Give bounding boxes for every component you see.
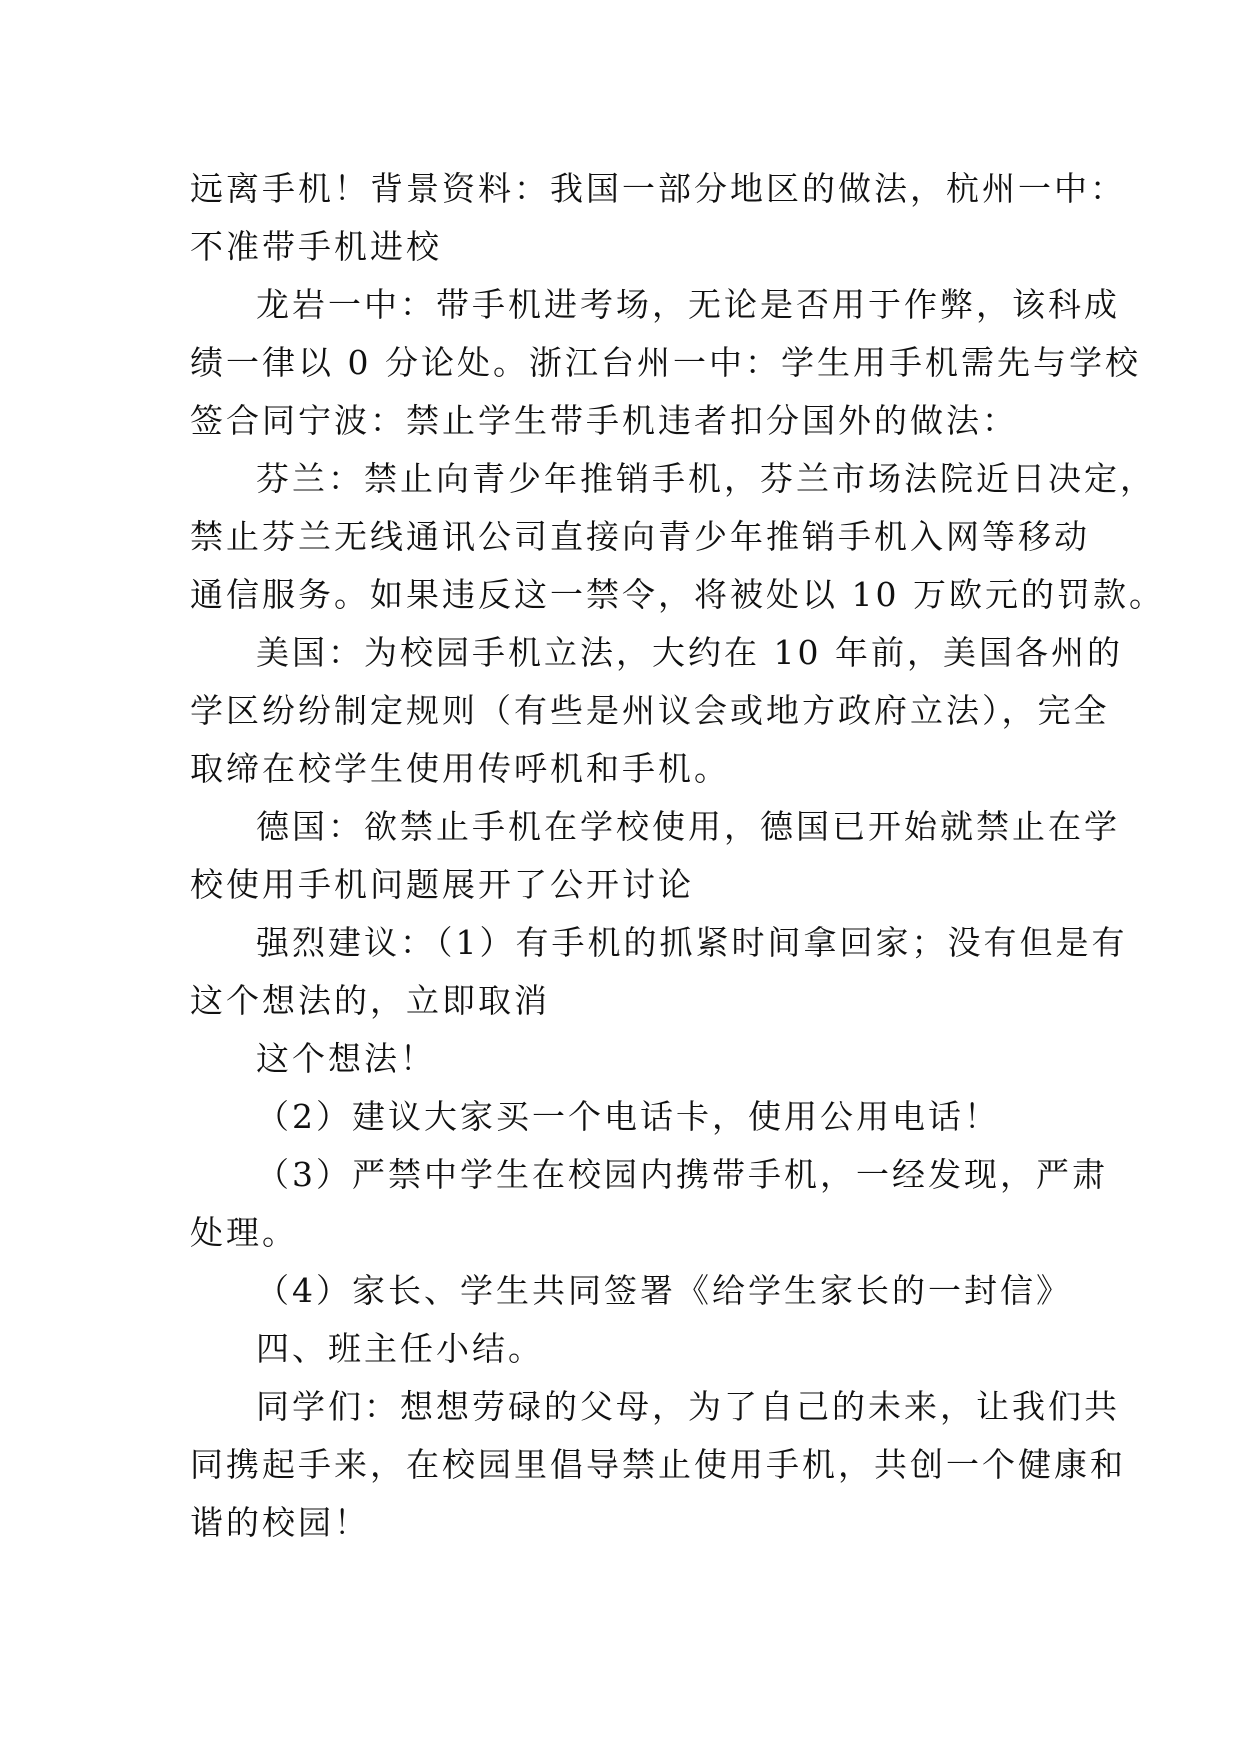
text-line: （4）家长、学生共同签署《给学生家长的一封信》 — [256, 1271, 1072, 1310]
text-line: 远离手机！背景资料：我国一部分地区的做法，杭州一中： — [190, 169, 1126, 208]
text-line: 这个想法！ — [256, 1039, 436, 1078]
text-line: 同学们：想想劳碌的父母，为了自己的未来，让我们共 — [256, 1387, 1120, 1426]
text-line: 龙岩一中：带手机进考场，无论是否用于作弊，该科成 — [256, 285, 1120, 324]
text-line: 取缔在校学生使用传呼机和手机。 — [190, 749, 730, 788]
paragraph-finland — [190, 450, 1165, 624]
text-line: 处理。 — [190, 1213, 298, 1252]
text-line: 绩一律以 0 分论处。浙江台州一中：学生用手机需先与学校 — [190, 343, 1141, 382]
text-line: 四、班主任小结。 — [256, 1329, 544, 1368]
text-line: （2）建议大家买一个电话卡，使用公用电话！ — [256, 1097, 1000, 1136]
paragraph-suggestion-2 — [190, 1088, 1060, 1146]
text-line: 谐的校园！ — [190, 1503, 370, 1542]
text-line: （3）严禁中学生在校园内携带手机，一经发现，严肃 — [256, 1155, 1108, 1194]
text-line: 德国：欲禁止手机在学校使用，德国已开始就禁止在学 — [256, 807, 1120, 846]
text-line: 芬兰：禁止向青少年推销手机，芬兰市场法院近日决定， — [256, 459, 1156, 498]
text-line: 学区纷纷制定规则（有些是州议会或地方政府立法），完全 — [190, 691, 1110, 730]
text-line: 强烈建议：（1）有手机的抓紧时间拿回家；没有但是有 — [256, 923, 1128, 962]
paragraph-usa — [190, 624, 1123, 798]
paragraph-closing — [190, 1378, 1126, 1552]
document-page — [190, 160, 1165, 1552]
text-line: 不准带手机进校 — [190, 227, 442, 266]
text-line: 这个想法的，立即取消 — [190, 981, 550, 1020]
text-line: 签合同宁波：禁止学生带手机违者扣分国外的做法： — [190, 401, 1018, 440]
paragraph-longyan — [190, 276, 1141, 450]
paragraph-suggestion-3 — [190, 1146, 1108, 1262]
text-line: 美国：为校园手机立法，大约在 10 年前，美国各州的 — [256, 633, 1123, 672]
text-line: 同携起手来，在校园里倡导禁止使用手机，共创一个健康和 — [190, 1445, 1126, 1484]
paragraph-suggestion-1-cont — [190, 1030, 1060, 1088]
text-line: 校使用手机问题展开了公开讨论 — [190, 865, 694, 904]
paragraph-background — [190, 160, 1126, 276]
paragraph-suggestion-4 — [190, 1262, 1072, 1320]
text-line: 通信服务。如果违反这一禁令，将被处以 10 万欧元的罚款。 — [190, 575, 1165, 614]
paragraph-summary-heading — [190, 1320, 1060, 1378]
paragraph-germany — [190, 798, 1120, 914]
paragraph-suggestion-1 — [190, 914, 1128, 1030]
text-line: 禁止芬兰无线通讯公司直接向青少年推销手机入网等移动 — [190, 517, 1090, 556]
